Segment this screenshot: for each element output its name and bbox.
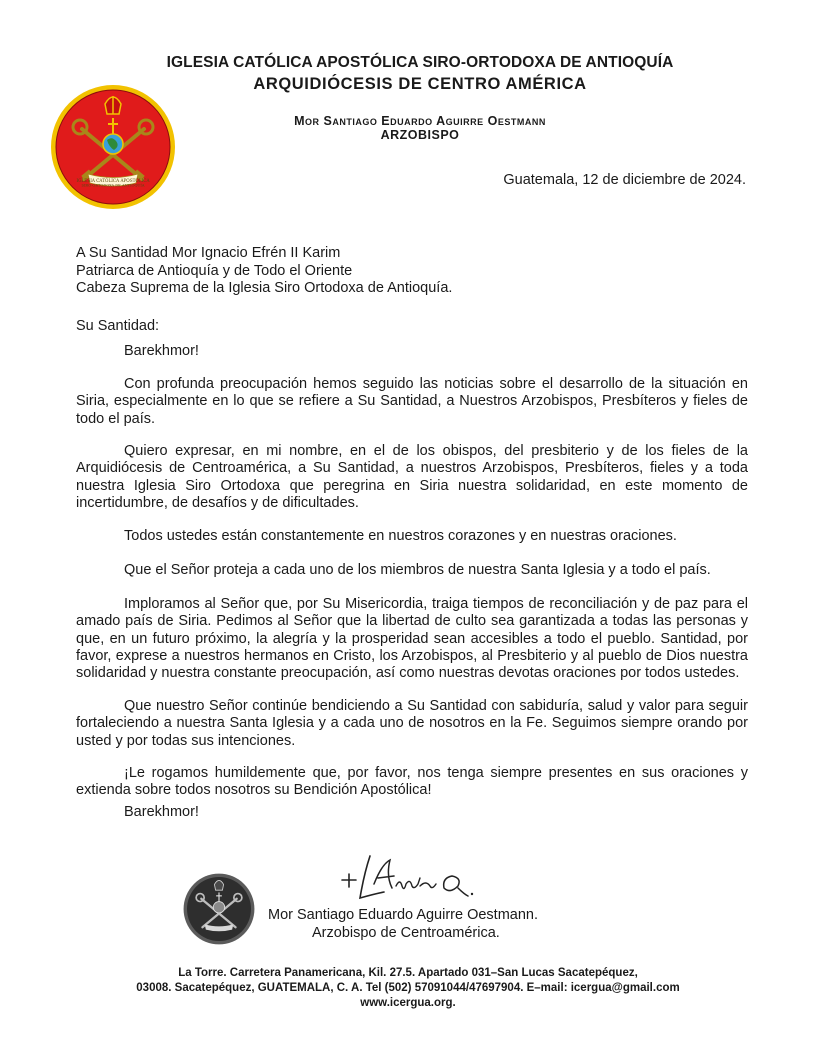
body-paragraph: Que nuestro Señor continúe bendiciendo a Su Santidad con sabiduría, salud y valor para seguir fortaleciendo a nuestra Santa Iglesia y a cada uno de nosotros en la Fe. Seguimos siempre orando por usted y por todas sus intenciones. [76, 698, 748, 749]
archbishop-name: Mor Santiago Eduardo Aguirre Oestmann [294, 114, 546, 128]
recipient-line: Patriarca de Antioquía y de Todo el Oriente [76, 262, 353, 279]
signatory-name: Mor Santiago Eduardo Aguirre Oestmann. [268, 907, 539, 923]
signatory-title: Arzobispo de Centroamérica. [312, 925, 500, 941]
recipient-block [76, 245, 452, 298]
greeting-close: Barekhmor! [124, 804, 199, 820]
letter-date: Guatemala, 12 de diciembre de 2024. [503, 172, 746, 188]
body-paragraph: Que el Señor proteja a cada uno de los miembros de nuestra Santa Iglesia y a todo el país. [124, 562, 711, 578]
body-paragraph: ¡Le rogamos humildemente que, por favor, nos tenga siempre presentes en sus oraciones y extienda sobre todos nosotros su Bendición Apostólica! [76, 765, 748, 799]
archbishop-title: ARZOBISPO [380, 128, 460, 142]
body-paragraph: Imploramos al Señor que, por Su Misericordia, traiga tiempos de reconciliación y de paz para el amado país de Siria. Pedimos al Señor que la libertad de culto sea garantizada a todas las personas y que, en un futuro próximo, la alegría y la prosperidad sean accesibles a todo el pueblo. Santidad, por favor, exprese a nuestros hermanos en Cristo, los Arzobispos, al Presbiterio y al pueblo de Dios nuestra solidaridad y nuestra constante preocupación, así como nuestras devotas oraciones por todos ustedes. [76, 596, 748, 682]
church-name: IGLESIA CATÓLICA APOSTÓLICA SIRO-ORTODOXA DE ANTIOQUÍA [166, 54, 674, 71]
body-paragraph: Quiero expresar, en mi nombre, en el de los obispos, del presbiterio y de los fieles de la Arquidiócesis de Centroamérica, a Su Santidad, a nuestros Arzobispos, Presbíteros, fieles y a toda nuestra Iglesia Siro Ortodoxa que peregrina en Siria nuestra solidaridad, en este momento de incertidumbre, de desafíos y de dificultades. [76, 443, 748, 511]
recipient-line: A Su Santidad Mor Ignacio Efrén II Karim [76, 245, 341, 261]
signatory-block [268, 906, 538, 942]
footer-address [0, 966, 816, 1011]
footer-line: La Torre. Carretera Panamericana, Kil. 27.5. Apartado 031–San Lucas Sacatepéquez, [178, 967, 638, 979]
handwritten-signature [340, 854, 480, 902]
footer-line: www.icergua.org. [360, 997, 456, 1009]
greeting-open: Barekhmor! [124, 343, 199, 359]
body-paragraph: Todos ustedes están constantemente en nuestros corazones y en nuestras oraciones. [124, 528, 677, 544]
recipient-line: Cabeza Suprema de la Iglesia Siro Ortodoxa de Antioquía. [76, 280, 453, 296]
svg-text:IGLESIA CATÓLICA APOSTÓLICA: IGLESIA CATÓLICA APOSTÓLICA [76, 178, 150, 183]
body-paragraph: Con profunda preocupación hemos seguido las noticias sobre el desarrollo de la situación en Siria, especialmente en lo que se refiere a Su Santidad, a Nuestros Arzobispos, Presbíteros y fieles de todo el país. [76, 376, 748, 427]
svg-text:SIRO-ORTODOXA DE ANTIOQUÍA: SIRO-ORTODOXA DE ANTIOQUÍA [81, 183, 145, 188]
church-seal-icon [50, 84, 176, 210]
salutation: Su Santidad: [76, 318, 160, 334]
footer-line: 03008. Sacatepéquez, GUATEMALA, C. A. Tel (502) 57091044/47697904. E–mail: icergua@gmail.com [136, 982, 680, 994]
church-seal-icon [183, 873, 255, 945]
archdiocese-name: ARQUIDIÓCESIS DE CENTRO AMÉRICA [253, 75, 587, 93]
